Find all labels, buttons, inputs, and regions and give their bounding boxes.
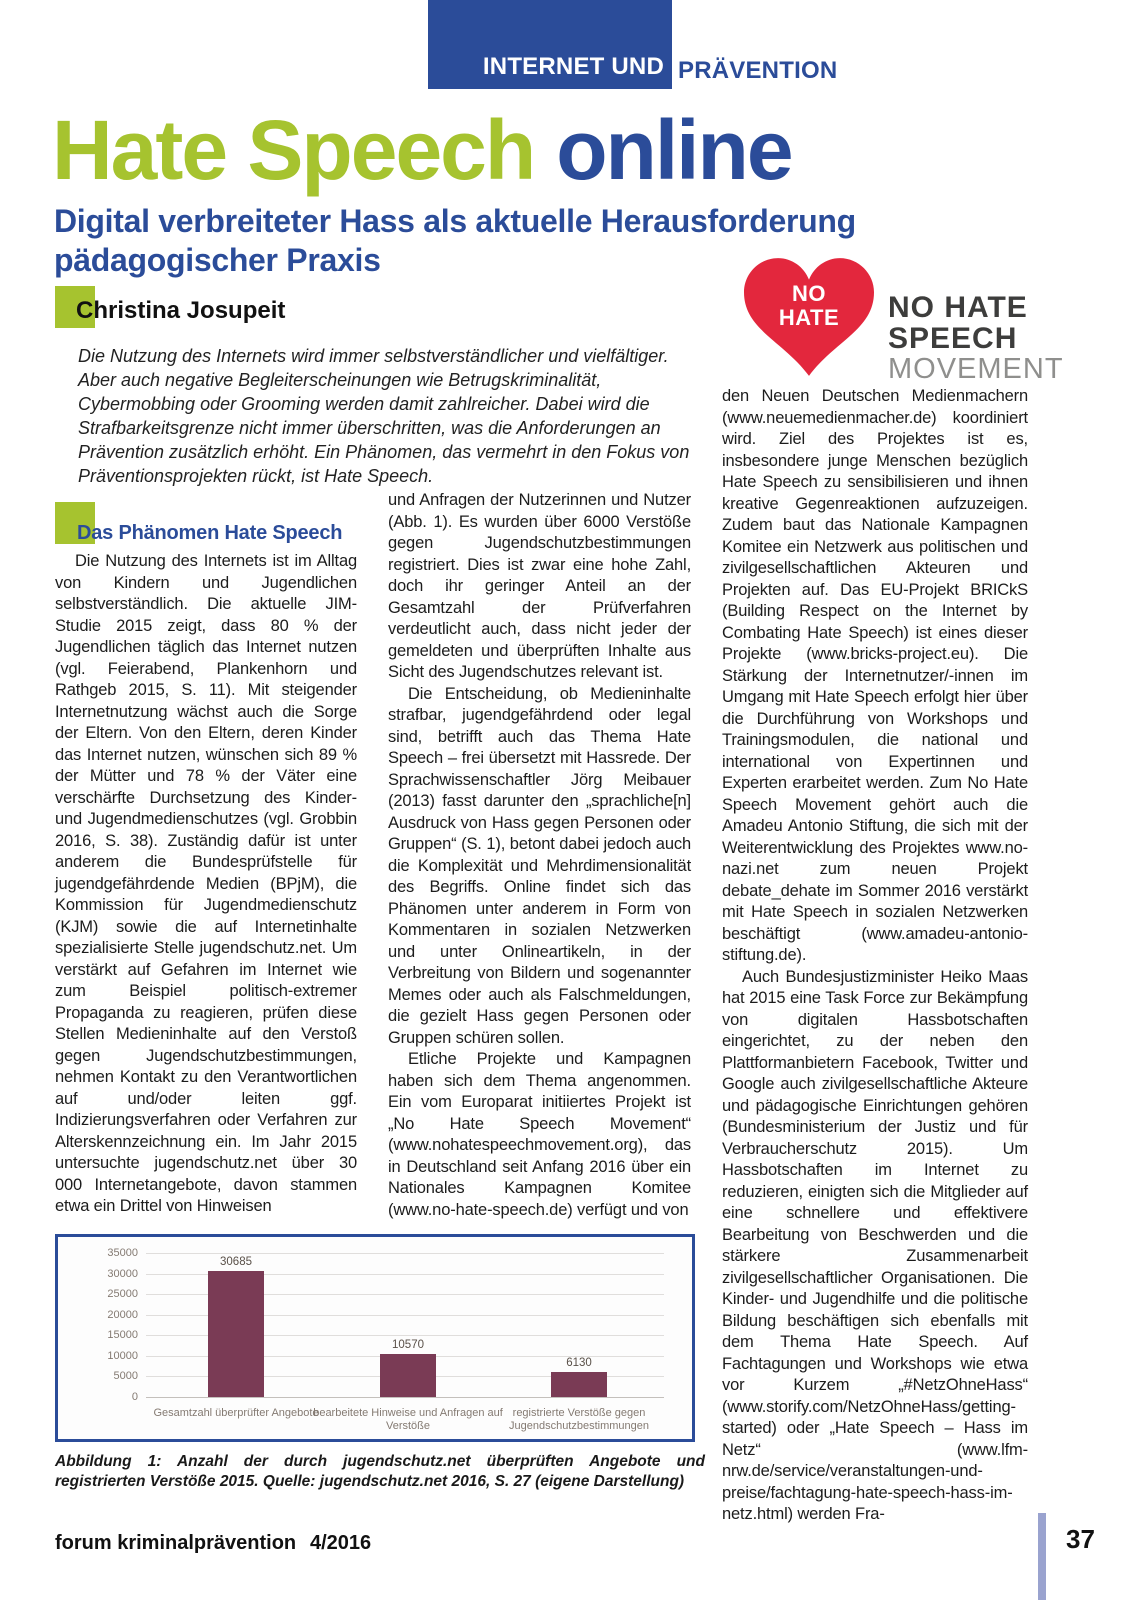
- y-axis-tick-label: 5000: [113, 1370, 138, 1383]
- chart-bar: [208, 1271, 264, 1397]
- chart-bar-value-label: 6130: [566, 1356, 592, 1369]
- y-axis-tick-label: 25000: [107, 1288, 138, 1301]
- paragraph: Etliche Projekte und Kampagnen haben sich dem Thema angenommen. Ein vom Europarat initiiertes Projekt ist „No Hate Speech Movement“ (www.nohatespeechmovement.org), das in Deutschland seit Anfang 2016 über ein Nationales Kampagnen Komitee (www.no-hate-speech.de) verfügt und von: [388, 1050, 691, 1219]
- y-axis-tick-label: 35000: [107, 1247, 138, 1259]
- page-subtitle: Digital verbreiteter Hass als aktuelle Herausforderung pädagogischer Praxis: [54, 203, 856, 278]
- kicker-highlight: INTERNET UND: [482, 53, 664, 80]
- article-column-2: [388, 490, 691, 1221]
- paragraph: den Neuen Deutschen Medienmachern (www.neuemedienmacher.de) koordiniert wird. Ziel des Projektes ist es, insbesondere junge Menschen bezüglich Hate Speech zu sensibilisieren und ihnen kreative Gegenreaktionen aufzuzeigen. Zudem baut das Nationale Kampagnen Komitee ein Netzwerk aus politischen und zivilgesellschaftlichen Akteuren und Projekten auf. Das EU-Projekt BRICkS (Building Respect on the Internet by Combating Hate Speech) ist eines dieser Projekte (www.bricks-project.eu). Die Stärkung der Internetnutzer/-innen im Umgang mit Hate Speech erfolgt hier über die Durchführung von Workshops und Trainingsmodulen, die national und international von Expertinnen und Experten erarbeitet werden. Zum No Hate Speech Movement gehört auch die Amadeu Antonio Stiftung, die sich mit der Weiterentwicklung des Projektes www.no-nazi.net zum neuen Projekt debate_dehate im Sommer 2016 verstärkt mit Hate Speech in sozialen Netzwerken beschäftigt (www.amadeu-antonio-stiftung.de).: [722, 387, 1028, 964]
- page-title-part2: online: [556, 103, 792, 197]
- y-axis-tick-label: 15000: [107, 1329, 138, 1342]
- chart-category-label: registrierte Verstöße gegen Jugendschutzbestimmungen: [508, 1407, 650, 1432]
- no-hate-heart-icon: [744, 256, 874, 378]
- chart-gridline: [146, 1253, 664, 1254]
- footer-issue: 4/2016: [310, 1532, 372, 1554]
- y-axis-tick-label: 20000: [107, 1308, 138, 1321]
- heart-caption-line1: NO: [792, 281, 826, 306]
- bar-chart: [55, 1234, 695, 1442]
- paragraph: Die Entscheidung, ob Medieninhalte strafbar, jugendgefährdend oder legal sind, betrifft auch das Thema Hate Speech – frei übersetzt mit Hassrede. Der Sprachwissenschaftler Jörg Meibauer (2013) fasst darunter den „sprachliche[n] Ausdruck von Hass gegen Personen oder Gruppen“ (S. 1), betont dabei jedoch auch die Komplexität und Mehrdimensionalität des Begriffs. Online findet sich das Phänomen unter anderem in Form von Kommentaren in sozialen Netzwerken und unter Onlineartikeln, in der Verbreitung von Bildern und sogenannter Memes oder auch als Falschmeldungen, die gezielt Hass gegen Personen oder Gruppen schüren sollen.: [388, 684, 691, 1047]
- y-axis-tick-label: 30000: [107, 1267, 138, 1280]
- heart-caption-line2: HATE: [778, 305, 840, 330]
- section-heading: Das Phänomen Hate Speech: [77, 522, 343, 544]
- figure-caption: Abbildung 1: Anzahl der durch jugendschutz.net überprüften Angebote und registrierten Verstöße 2015. Quelle: jugendschutz.net 2016, S. 27 (eigene Darstellung): [55, 1453, 705, 1490]
- chart-bar-value-label: 10570: [392, 1338, 424, 1351]
- paragraph: Die Nutzung des Internets ist im Alltag von Kindern und Jugendlichen selbstverständlich. Die aktuelle JIM-Studie 2015 zeigt, dass 80 % der Jugendlichen täglich das Internet nutzen (vgl. Feierabend, Plankenhorn und Rathgeb 2015, S. 11). Mit steigender Internetnutzung wächst auch die Sorge der Eltern. Von den Eltern, deren Kinder das Internet nutzen, wünschen sich 89 % der Mütter und 78 % der Väter eine verschärfte Durchsetzung des Kinder- und Jugendmedienschutzes (vgl. Grobbin 2016, S. 38). Zuständig dafür ist unter anderem die Bundesprüfstelle für jugendgefährdende Medien (BPjM), die Kommission für Jugendmedienschutz (KJM) sowie die auf Internetinhalte spezialisierte Stelle jugendschutz.net. Um verstärkt auf Gefahren im Internet wie zum Beispiel politisch-extremer Propaganda zu reagieren, prüfen diese Stellen Medieninhalte auf den Verstoß gegen Jugendschutzbestimmungen, nehmen Kontakt zu den Verantwortlichen auf und/oder leiten ggf. Indizierungsverfahren oder Verfahren zur Alterskennzeichnung ein. Im Jahr 2015 untersuchte jugendschutz.net über 30 000 Internetangebote, davon stammen etwa ein Drittel von Hinweisen: [55, 552, 357, 1215]
- chart-gridline: [146, 1397, 664, 1398]
- chart-bar-value-label: 30685: [220, 1255, 252, 1268]
- logo-line2: SPEECH: [888, 322, 1018, 355]
- y-axis-tick-label: 0: [131, 1391, 138, 1403]
- page-title-part1: Hate Speech: [52, 103, 535, 197]
- article-column-1: [55, 551, 357, 1218]
- heart-caption: [744, 282, 874, 330]
- logo-line1: NO HATE: [888, 291, 1028, 324]
- lead-paragraph: Die Nutzung des Internets wird immer selbstverständlicher und vielfältiger. Aber auch negative Begleiterscheinungen wie Betrugskriminalität, Cybermobbing oder Grooming werden damit zahlreicher. Dabei wird die Strafbarkeitsgrenze nicht immer überschritten, was die Anforderungen an Prävention zusätzlich erhöht. Ein Phänomen, das vermehrt in den Fokus von Präventionsprojekten rückt, ist Hate Speech.: [78, 346, 690, 486]
- chart-bar: [380, 1354, 436, 1397]
- footer-journal-name: forum kriminalprävention: [55, 1532, 297, 1554]
- page-title: [52, 103, 792, 197]
- y-axis-tick-label: 10000: [107, 1349, 138, 1362]
- page-number: 37: [1066, 1524, 1095, 1554]
- article-column-3: [722, 386, 1028, 1526]
- chart-bar: [551, 1372, 607, 1397]
- kicker-rest: PRÄVENTION: [678, 57, 838, 84]
- kicker-blue-box: [428, 0, 672, 89]
- chart-category-label: Gesamtzahl überprüfter Angebote: [153, 1407, 319, 1419]
- paragraph: und Anfragen der Nutzerinnen und Nutzer (Abb. 1). Es wurden über 6000 Verstöße gegen Jugendschutzbestimmungen registriert. Dies ist zwar eine hohe Zahl, doch ihr geringer Anteil an der Gesamtzahl der Prüfverfahren verdeutlicht auch, dass nicht jeder der gemeldeten und überprüften Inhalte aus Sicht des Jugendschutzes relevant ist.: [388, 491, 691, 681]
- no-hate-logo-text: [888, 292, 1064, 385]
- footer-side-bar: [1038, 1513, 1046, 1600]
- logo-line3: MOVEMENT: [888, 353, 1064, 385]
- author-name: Christina Josupeit: [76, 297, 286, 324]
- paragraph: Auch Bundesjustizminister Heiko Maas hat 2015 eine Task Force zur Bekämpfung von digitalen Hassbotschaften eingerichtet, zu der neben den Plattformanbietern Facebook, Twitter und Google auch zivilgesellschaftliche Akteure und pädagogische Einrichtungen gehören (Bundesministerium der Justiz und für Verbraucherschutz 2015). Um Hassbotschaften im Internet zu reduzieren, einigten sich die Mitglieder auf eine schnellere und effektivere Bearbeitung von Beschwerden und die stärkere Zusammenarbeit zivilgesellschaftlicher Organisationen. Die Kinder- und Jugendhilfe und die politische Bildung beschäftigen sich ebenfalls mit dem Thema Hate Speech. Auf Fachtagungen und Workshops wie etwa vor Kurzem „#NetzOhneHass“ (www.storify.com/NetzOhneHass/getting-started) oder „Hate Speech – Hass im Netz“ (www.lfm-nrw.de/service/veranstaltungen-und-preise/fachtagung-hate-speech-hass-im-netz.html) werden Fra-: [722, 967, 1028, 1523]
- chart-category-label: bearbeitete Hinweise und Anfragen auf Verstöße: [313, 1407, 503, 1432]
